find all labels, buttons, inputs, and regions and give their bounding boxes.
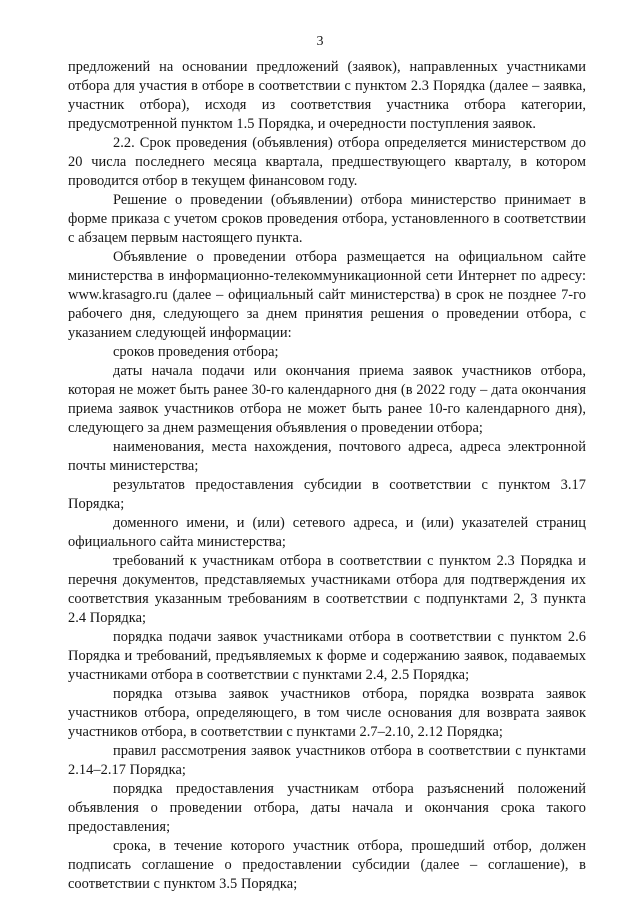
list-item-review-rules: правил рассмотрения заявок участников отбора в соответствии с пунктами 2.14–2.17 Порядка; <box>68 743 586 778</box>
page-number: 3 <box>316 34 324 49</box>
document-body <box>68 58 586 894</box>
list-item-dates: даты начала подачи или окончания приема заявок участников отбора, которая не может быть ранее 30-го календарного дня (в 2022 году – дата окончания приема заявок участников отбора не может быть ранее 10-го календарного дня), следующего за днем размещения объявления о проведении отбора; <box>68 363 586 436</box>
paragraph-decision: Решение о проведении (объявлении) отбора министерство принимает в форме приказа с учетом сроков проведения отбора, установленного в соответствии с абзацем первым настоящего пункта. <box>68 192 586 246</box>
list-item-requirements: требований к участникам отбора в соответствии с пунктом 2.3 Порядка и перечня документов, представляемых участниками отбора для подтверждения их соответствия указанным требованиям в соответствии с подпунктами 2, 3 пункта 2.4 Порядка; <box>68 553 586 626</box>
paragraph-2-2-deadline: 2.2. Срок проведения (объявления) отбора определяется министерством до 20 числа последнего месяца квартала, предшествующего кварталу, в котором проводится отбор в текущем финансовом году. <box>68 135 586 189</box>
paragraph-continuation: предложений на основании предложений (заявок), направленных участниками отбора для участия в отборе в соответствии с пунктом 2.3 Порядка (далее – заявка, участник отбора), исходя из соответствия участника отбора категории, предусмотренной пунктом 1.5 Порядка, и очередности поступления заявок. <box>68 59 586 132</box>
list-item-results: результатов предоставления субсидии в соответствии с пунктом 3.17 Порядка; <box>68 477 586 512</box>
list-item-agreement: срока, в течение которого участник отбора, прошедший отбор, должен подписать соглашение о предоставлении субсидии (далее – соглашение), в соответствии с пунктом 3.5 Порядка; <box>68 838 586 892</box>
list-item-withdrawal: порядка отзыва заявок участников отбора, порядка возврата заявок участников отбора, определяющего, в том числе основания для возврата заявок участников отбора, в соответствии с пунктами 2.7–2.10, 2.12 Порядка; <box>68 686 586 740</box>
list-item-contacts: наименования, места нахождения, почтового адреса, адреса электронной почты министерства; <box>68 439 586 474</box>
list-item-clarifications: порядка предоставления участникам отбора разъяснений положений объявления о проведении отбора, даты начала и окончания срока такого предоставления; <box>68 781 586 835</box>
paragraph-announcement: Объявление о проведении отбора размещается на официальном сайте министерства в информационно-телекоммуникационной сети Интернет по адресу: www.krasagro.ru (далее – официальный сайт министерства) в срок не позднее 7-го рабочего дня, следующего за днем принятия решения о проведении отбора, с указанием следующей информации: <box>68 249 586 341</box>
list-item-terms: сроков проведения отбора; <box>113 344 279 360</box>
list-item-submission: порядка подачи заявок участниками отбора в соответствии с пунктом 2.6 Порядка и требований, предъявляемых к форме и содержанию заявок, подаваемых участниками отбора в соответствии с пунктами 2.4, 2.5 Порядка; <box>68 629 586 683</box>
list-item-domain: доменного имени, и (или) сетевого адреса, и (или) указателей страниц официального сайта министерства; <box>68 515 586 550</box>
